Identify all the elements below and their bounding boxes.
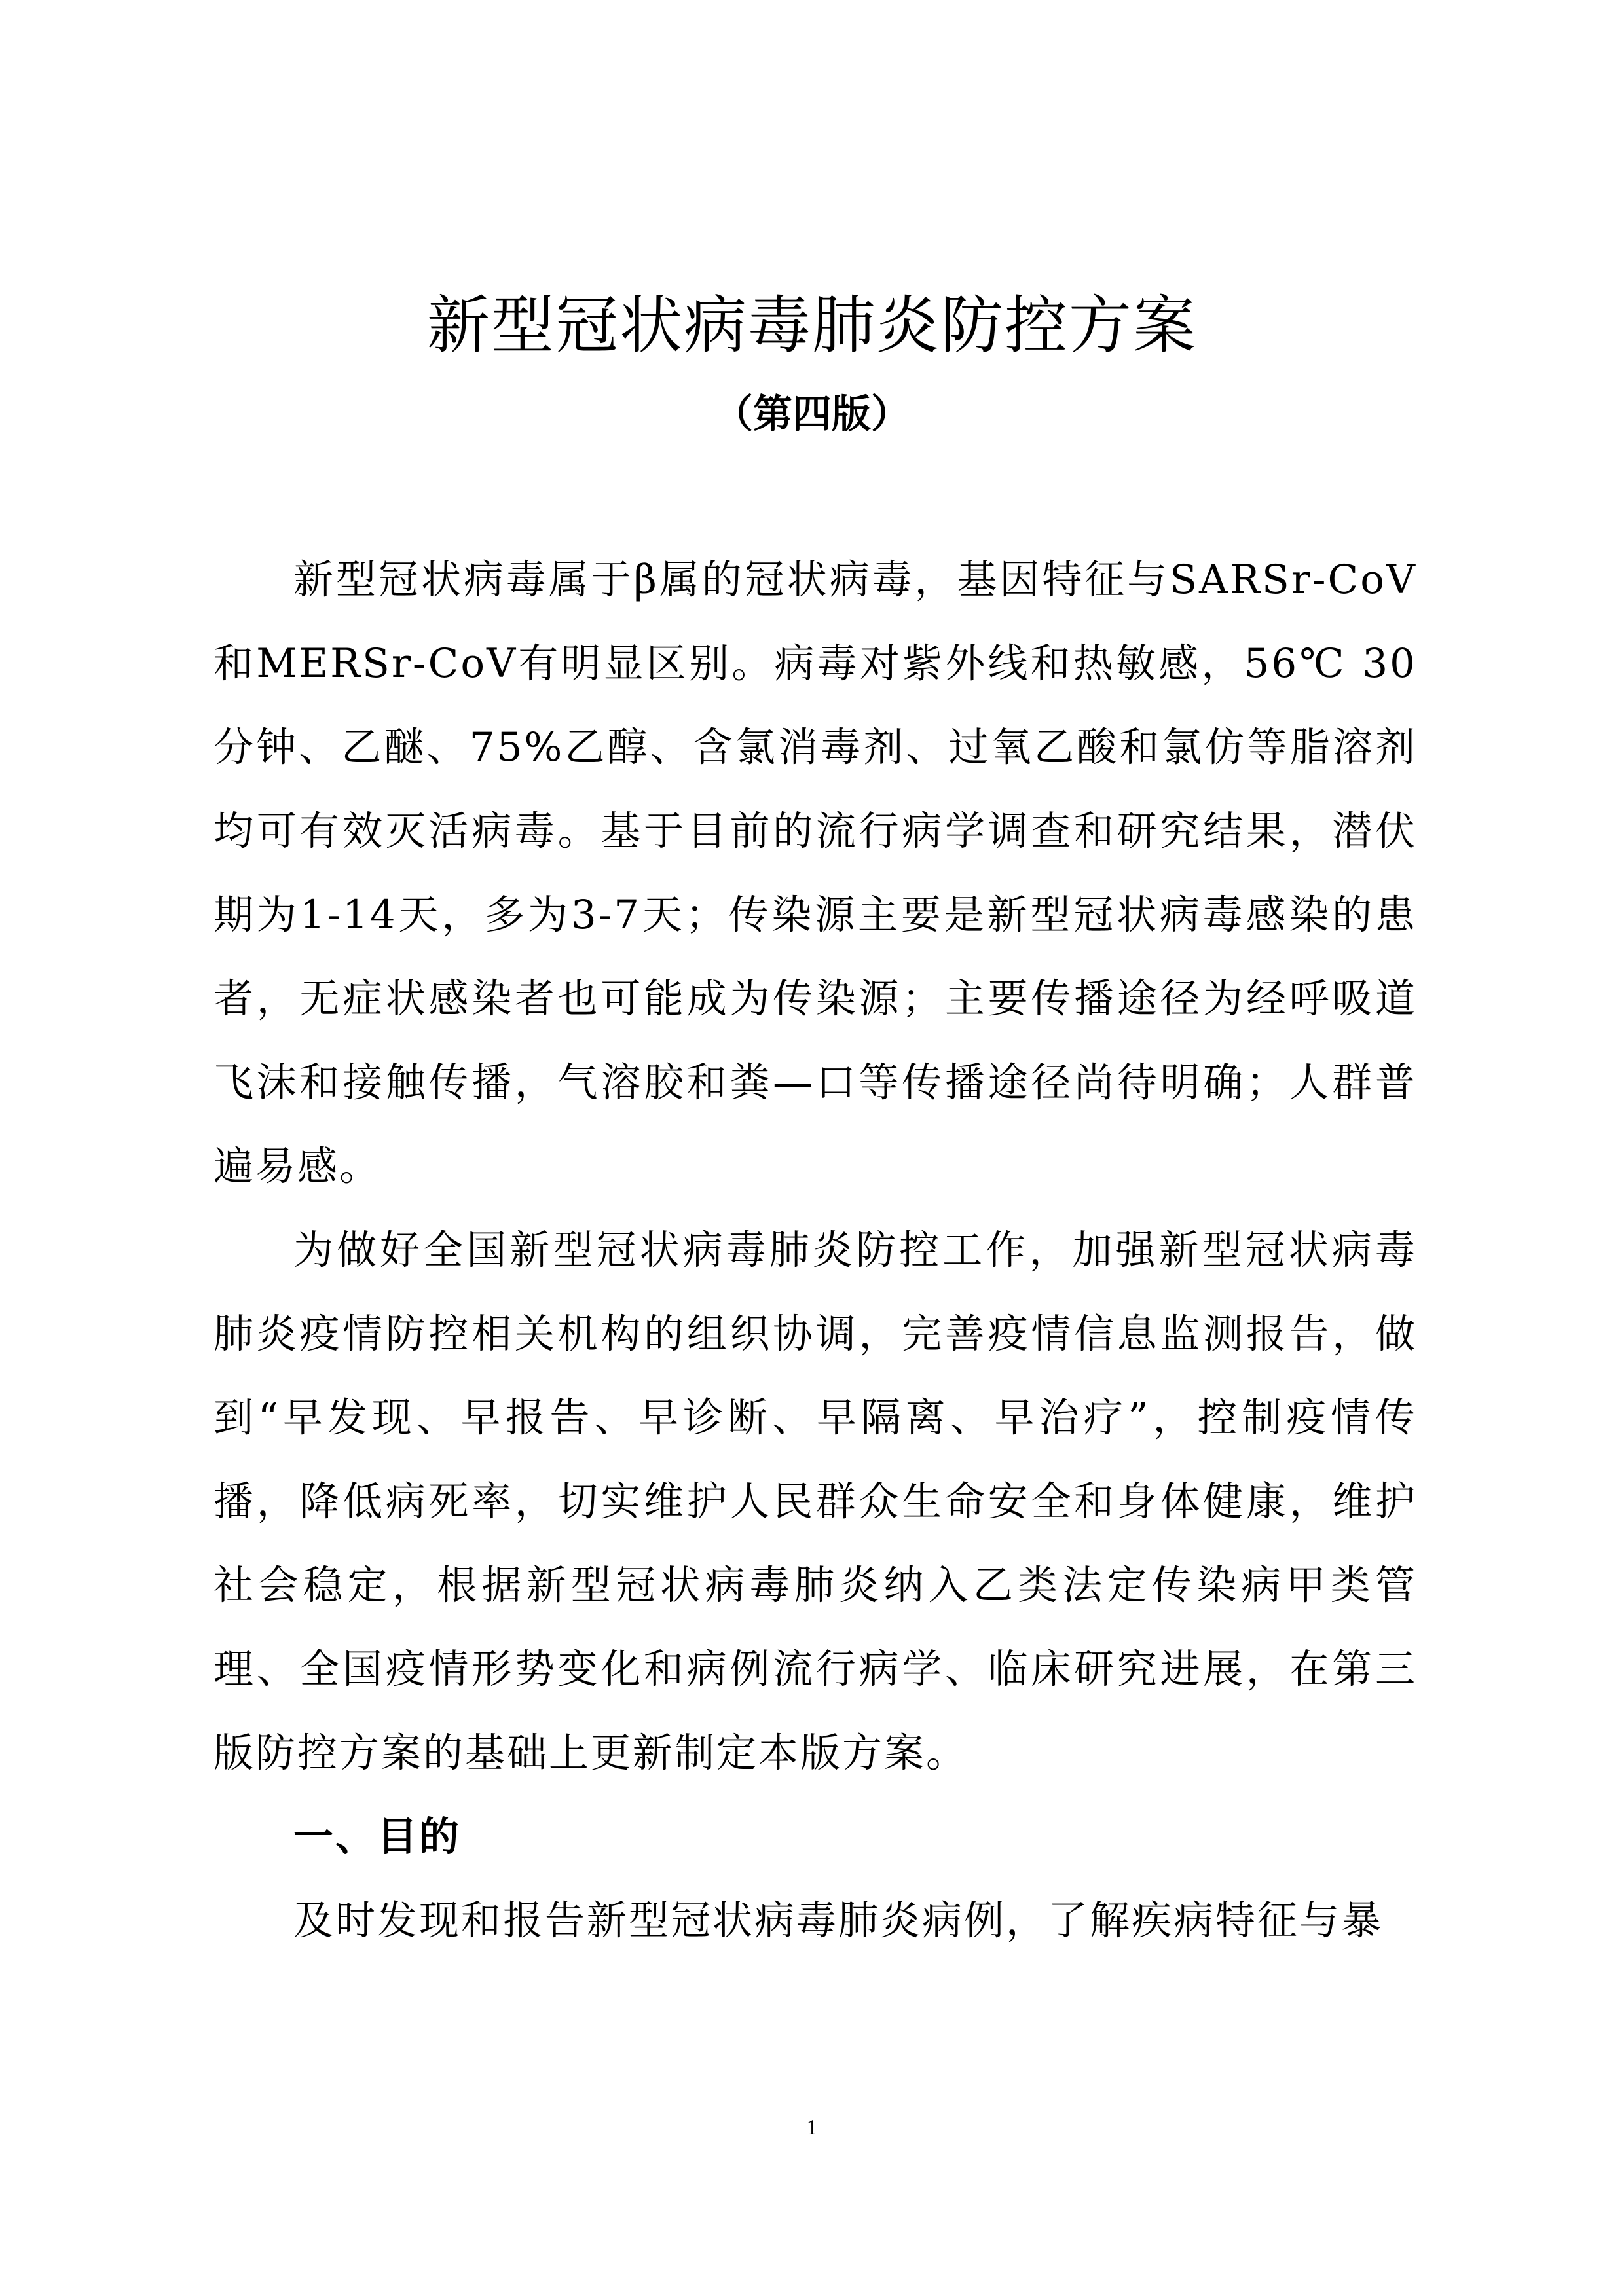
document-subtitle: （第四版） xyxy=(714,392,910,437)
section-heading-objective: 一、目的 xyxy=(293,1813,462,1860)
document-title: 新型冠状病毒肺炎防控方案 xyxy=(427,289,1197,362)
paragraph-plan-purpose: 为做好全国新型冠状病毒肺炎防控工作，加强新型冠状病毒肺炎疫情防控相关机构的组织协调，完善疫情信息监测报告，做到“早发现、早报告、早诊断、早隔离、早治疗”，控制疫情传播，降低病死率，切实维护人民群众生命安全和身体健康，维护社会稳定，根据新型冠状病毒肺炎纳入乙类法定传染病甲类管理、全国疫情形势变化和病例流行病学、临床研究进展，在第三版防控方案的基础上更新制定本版方案。 xyxy=(213,1227,1417,1776)
paragraph-objective: 及时发现和报告新型冠状病毒肺炎病例，了解疾病特征与暴 xyxy=(293,1897,1384,1944)
document-body xyxy=(213,538,1417,1963)
paragraph-virus-characteristics: 新型冠状病毒属于β属的冠状病毒，基因特征与SARSr-CoV和MERSr-CoV有明显区别。病毒对紫外线和热敏感，56℃ 30分钟、乙醚、75%乙醇、含氯消毒剂、过氧乙酸和氯仿等脂溶剂均可有效灭活病毒。基于目前的流行病学调查和研究结果，潜伏期为1-14天，多为3-7天；传染源主要是新型冠状病毒感染的患者，无症状感染者也可能成为传染源；主要传播途径为经呼吸道飞沫和接触传播，气溶胶和粪—口等传播途径尚待明确；人群普遍易感。 xyxy=(213,556,1417,1190)
page-number: 1 xyxy=(806,2115,818,2140)
